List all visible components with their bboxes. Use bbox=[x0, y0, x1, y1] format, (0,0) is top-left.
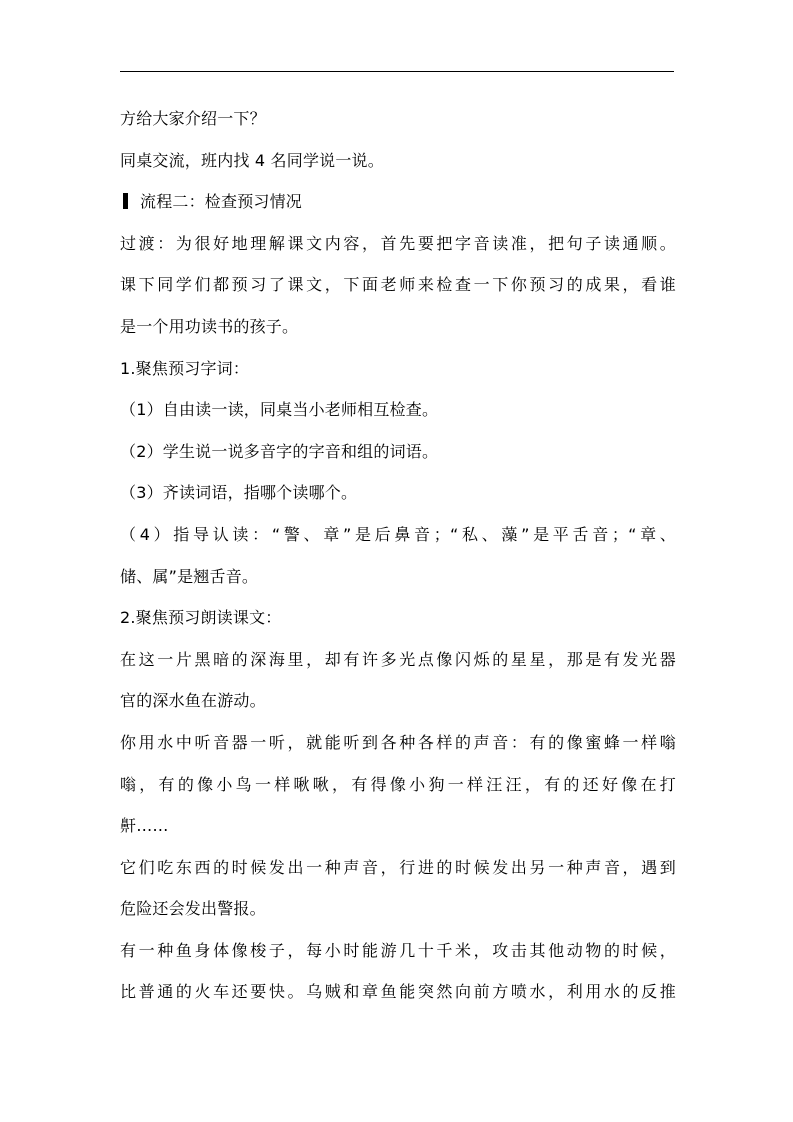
text-line: 过渡：为很好地理解课文内容，首先要把字音读准，把句子读通顺。 bbox=[120, 233, 676, 253]
list-heading: 2.聚焦预习朗读课文： bbox=[120, 608, 282, 628]
text-line: 你用水中听音器一听，就能听到各种各样的声音：有的像蜜蜂一样嗡 bbox=[120, 732, 676, 752]
text-line: 比普通的火车还要快。乌贼和章鱼能突然向前方喷水，利用水的反推 bbox=[120, 982, 676, 1002]
document-body bbox=[120, 98, 676, 1013]
header-rule bbox=[120, 71, 674, 72]
text-line: 危险还会发出警报。 bbox=[120, 899, 266, 919]
list-heading: 1.聚焦预习字词： bbox=[120, 358, 250, 378]
text-line: 储、属”是翘舌音。 bbox=[120, 566, 259, 586]
text-line: 嗡，有的像小鸟一样啾啾，有得像小狗一样汪汪，有的还好像在打 bbox=[120, 774, 676, 794]
heading-marker bbox=[123, 193, 128, 209]
list-item: （3）齐读词语，指哪个读哪个。 bbox=[120, 483, 358, 503]
text-line: 是一个用功读书的孩子。 bbox=[120, 316, 299, 336]
text-line: 它们吃东西的时候发出一种声音，行进的时候发出另一种声音，遇到 bbox=[120, 857, 676, 877]
list-item: （2）学生说一说多音字的字音和组的词语。 bbox=[120, 441, 439, 461]
text-line: 同桌交流，班内找 4 名同学说一说。 bbox=[120, 150, 384, 170]
list-item: （4）指导认读：“警、章”是后鼻音；“私、藻”是平舌音；“章、 bbox=[120, 524, 676, 544]
section-heading-text: 流程二：检查预习情况 bbox=[140, 192, 303, 212]
text-line: 官的深水鱼在游动。 bbox=[120, 691, 266, 711]
text-line: 课下同学们都预习了课文，下面老师来检查一下你预习的成果，看谁 bbox=[120, 275, 676, 295]
text-line: 方给大家介绍一下？ bbox=[120, 109, 266, 128]
text-line: 有一种鱼身体像梭子，每小时能游几十千米，攻击其他动物的时候， bbox=[120, 940, 676, 960]
section-heading bbox=[120, 181, 676, 223]
list-item: （1）自由读一读，同桌当小老师相互检查。 bbox=[120, 400, 439, 420]
text-line: 在这一片黑暗的深海里，却有许多光点像闪烁的星星，那是有发光器 bbox=[120, 649, 676, 669]
text-line: 鼾…… bbox=[120, 816, 169, 836]
